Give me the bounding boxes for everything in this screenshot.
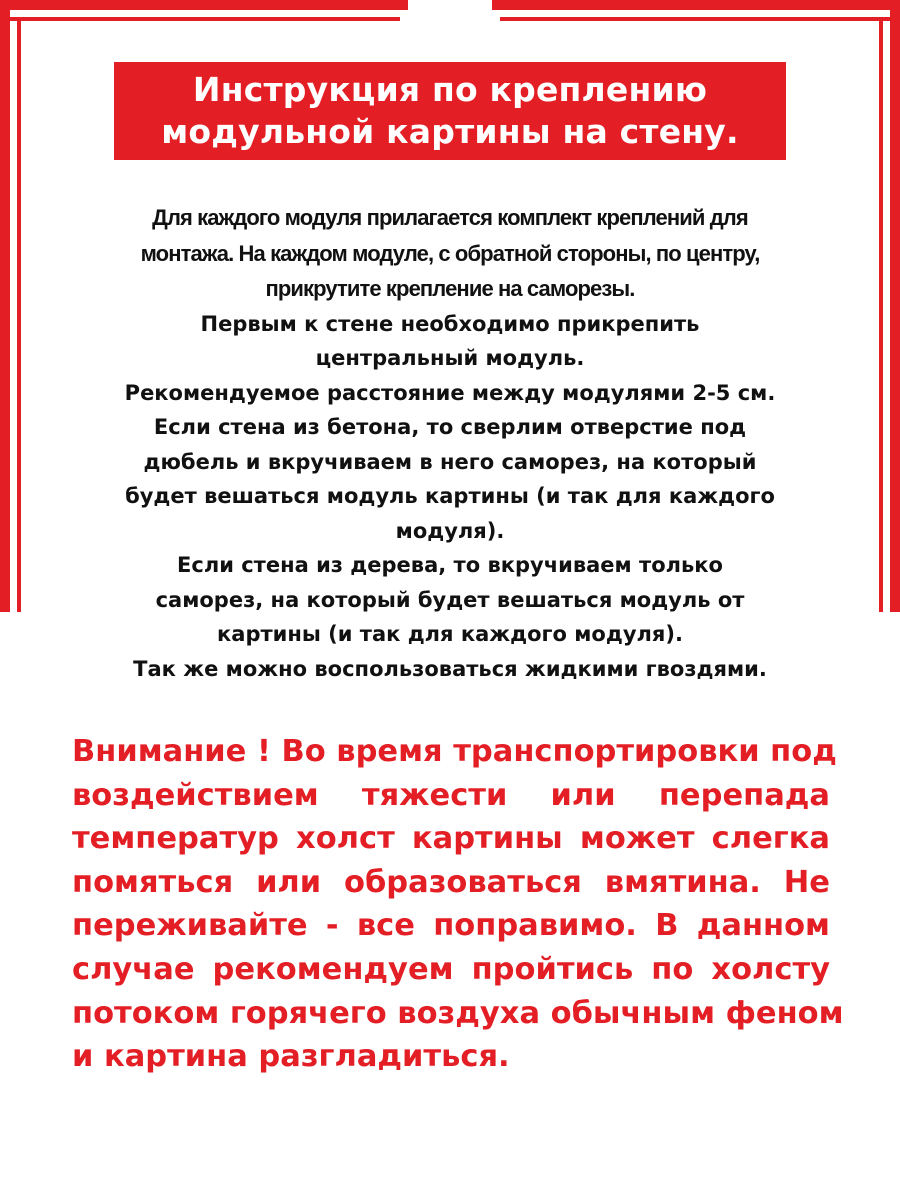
warning-line: воздействием тяжести или перепада bbox=[72, 777, 830, 813]
frame-line bbox=[500, 17, 900, 21]
instruction-line: саморез, на который будет вешаться модуль от bbox=[155, 587, 745, 612]
intro-line: монтажа. На каждом модуле, с обратной стороны, по центру, bbox=[140, 240, 760, 266]
warning-line: переживайте - все поправимо. В данном bbox=[72, 908, 830, 944]
frame-line bbox=[879, 17, 883, 612]
instructions-intro bbox=[60, 200, 840, 307]
instruction-line: будет вешаться модуль картины (и так для каждого bbox=[125, 484, 775, 508]
instructions-body bbox=[60, 307, 840, 687]
intro-line: Для каждого модуля прилагается комплект креплений для bbox=[152, 205, 748, 230]
instruction-line: картины (и так для каждого модуля). bbox=[217, 622, 683, 646]
frame-line bbox=[17, 17, 21, 612]
instruction-line: Рекомендуемое расстояние между модулями 2-5 см. bbox=[124, 380, 776, 405]
instruction-line: центральный модуль. bbox=[315, 346, 585, 370]
warning-text bbox=[72, 730, 844, 1079]
instruction-line: Если стена из бетона, то сверлим отверстие под bbox=[153, 415, 747, 439]
warning-line: потоком горячего воздуха обычным феном bbox=[72, 995, 844, 1031]
frame-line bbox=[0, 17, 400, 21]
frame-line bbox=[492, 0, 900, 10]
frame-line bbox=[0, 0, 408, 10]
warning-line: температур холст картины может слегка bbox=[72, 821, 830, 857]
title-banner bbox=[114, 62, 786, 160]
warning-line: и картина разгладиться. bbox=[72, 1039, 510, 1075]
warning-line: помяться или образоваться вмятина. Не bbox=[72, 864, 830, 900]
frame-line bbox=[0, 0, 10, 612]
instruction-line: модуля). bbox=[395, 518, 505, 543]
title-line-1: Инструкция по креплению bbox=[192, 70, 708, 109]
instruction-line: Если стена из дерева, то вкручиваем только bbox=[177, 553, 723, 577]
instruction-line: Так же можно воспользоваться жидкими гвоздями. bbox=[133, 656, 767, 681]
title-line-2: модульной картины на стену. bbox=[161, 112, 739, 151]
intro-line: прикрутите крепление на саморезы. bbox=[265, 276, 635, 301]
warning-line: случае рекомендуем пройтись по холсту bbox=[72, 951, 830, 987]
instruction-line: Первым к стене необходимо прикрепить bbox=[200, 311, 700, 336]
instructions-text bbox=[60, 200, 840, 686]
frame-line bbox=[890, 0, 900, 612]
warning-line: Внимание ! Во время транспортировки под bbox=[72, 734, 837, 769]
instruction-line: дюбель и вкручиваем в него саморез, на который bbox=[143, 449, 757, 474]
